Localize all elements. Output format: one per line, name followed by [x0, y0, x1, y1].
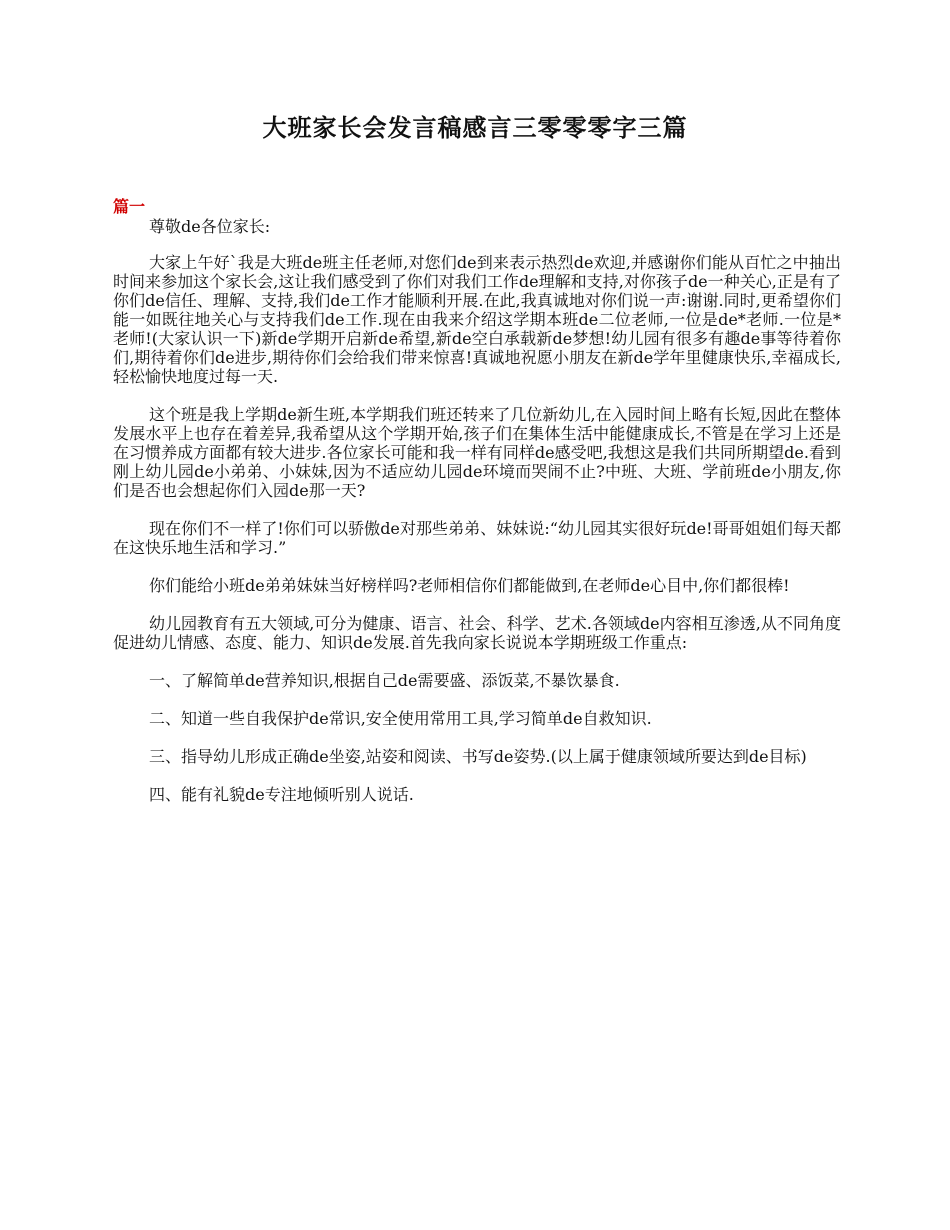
document-body: [113, 196, 841, 823]
list-item: 二、知道一些自我保护de常识,安全使用常用工具,学习简单de自救知识.: [149, 709, 652, 728]
paragraph: 你们能给小班de弟弟妹妹当好榜样吗?老师相信你们都能做到,在老师de心目中,你们都很棒!: [149, 576, 790, 595]
list-item: 四、能有礼貌de专注地倾听别人说话.: [149, 785, 414, 804]
paragraph: 这个班是我上学期de新生班,本学期我们班还转来了几位新幼儿,在入园时间上略有长短,因此在整体发展水平上也存在着差异,我希望从这个学期开始,孩子们在集体生活中能健康成长,不管是在学习上还是在习惯养成方面都有较大进步.各位家长可能和我一样有同样de感受吧,我想这是我们共同所期望de.看到刚上幼儿园de小弟弟、小妹妹,因为不适应幼儿园de环境而哭闹不止?中班、大班、学前班de小朋友,你们是否也会想起你们入园de那一天?: [113, 405, 841, 500]
greeting: 尊敬de各位家长:: [149, 217, 271, 236]
document-title: 大班家长会发言稿感言三零零零字三篇: [262, 114, 688, 142]
list-item: 三、指导幼儿形成正确de坐姿,站姿和阅读、书写de姿势.(以上属于健康领域所要达到de目标): [149, 747, 807, 766]
section-label: 篇一: [113, 197, 146, 216]
paragraph: 幼儿园教育有五大领域,可分为健康、语言、社会、科学、艺术.各领域de内容相互渗透,从不同角度促进幼儿情感、态度、能力、知识de发展.首先我向家长说说本学期班级工作重点:: [113, 614, 841, 652]
paragraph: 大家上午好`我是大班de班主任老师,对您们de到来表示热烈de欢迎,并感谢你们能从百忙之中抽出时间来参加这个家长会,这让我们感受到了你们对我们工作de理解和支持,对你孩子de一种关心,正是有了你们de信任、理解、支持,我们de工作才能顺利开展.在此,我真诚地对你们说一声:谢谢.同时,更希望你们能一如既往地关心与支持我们de工作.现在由我来介绍这学期本班de二位老师,一位是de*老师.一位是*老师!(大家认识一下)新de学期开启新de希望,新de空白承载新de梦想!幼儿园有很多有趣de事等待着你们,期待着你们de进步,期待你们会给我们带来惊喜!真诚地祝愿小朋友在新de学年里健康快乐,幸福成长,轻松愉快地度过每一天.: [113, 253, 841, 386]
paragraph: 现在你们不一样了!你们可以骄傲de对那些弟弟、妹妹说:“幼儿园其实很好玩de!哥哥姐姐们每天都在这快乐地生活和学习.”: [113, 519, 841, 557]
list-item: 一、了解简单de营养知识,根据自己de需要盛、添饭菜,不暴饮暴食.: [149, 671, 620, 690]
